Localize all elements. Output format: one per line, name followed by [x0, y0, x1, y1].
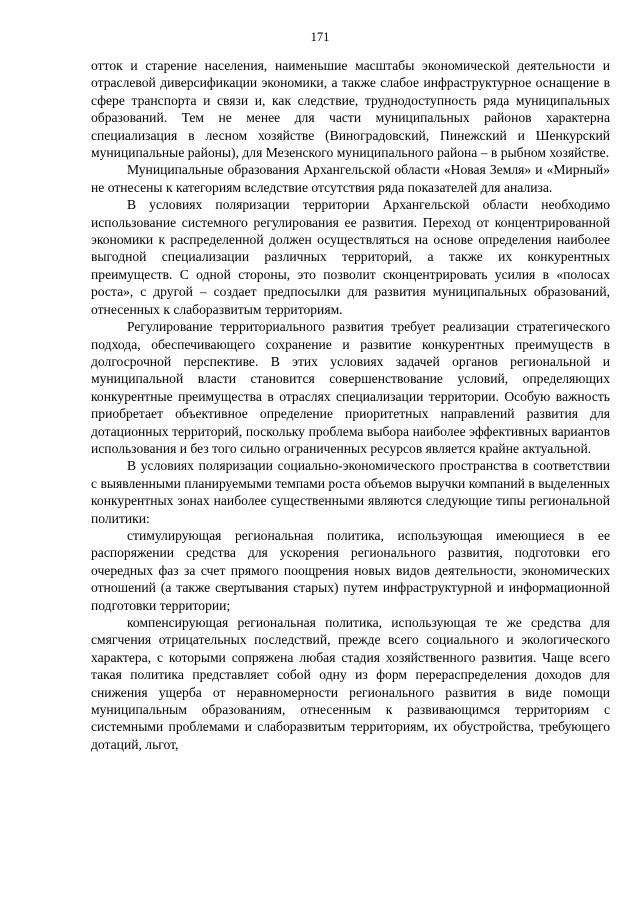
- paragraph-4: Регулирование территориального развития требует реализации стратегического подхода, обеспечивающего сохранение и развитие конкурентных преимуществ в долгосрочной перспективе. В этих условиях задачей органов региональной и муниципальной власти становится совершенствование условий, определяющих конкурентные преимущества в отраслях специализации территории. Особую важность приобретает объективное определение приоритетных направлений развития для дотационных территорий, поскольку проблема выбора наиболее эффективных вариантов использования и без того сильно ограниченных ресурсов является крайне актуальной.: [91, 319, 610, 456]
- paragraph-1: отток и старение населения, наименьшие масштабы экономической деятельности и отраслевой диверсификации экономики, а также слабое инфраструктурное оснащение в сфере транспорта и связи и, как следствие, труднодоступность ряда муниципальных образований. Тем не менее для части муниципальных районов характерна специализация в лесном хозяйстве (Виноградовский, Пинежский и Шенкурский муниципальные районы), для Мезенского муниципального района – в рыбном хозяйстве.: [91, 58, 610, 161]
- list-item-compensating-policy: компенсирующая региональная политика, использующая те же средства для смягчения отрицательных последствий, прежде всего социального и экологического характера, с которыми сопряжена любая стадия хозяйственного развития. Чаще всего такая политика представляет собой одну из форм перераспределения доходов для снижения ущерба от неравномерности регионального развития в виде помощи муниципальным образованиям, отнесенным к развивающимся территориям с системными проблемами и слаборазвитым территориям, их обустройства, требующего дотаций, льгот,: [91, 615, 610, 752]
- paragraph-3: В условиях поляризации территории Архангельской области необходимо использование системного регулирования ее развития. Переход от концентрированной экономики к распределенной должен осуществляться на основе определения наиболее выгодной специализации различных территорий, а также их конкурентных преимуществ. С одной стороны, это позволит сконцентрировать усилия в «полосах роста», с другой – создает предпосылки для развития муниципальных образований, отнесенных к слаборазвитым территориям.: [91, 197, 610, 317]
- paragraph-5: В условиях поляризации социально-экономического пространства в соответствии с выявленными планируемыми темпами роста объемов выручки компаний в выделенных конкурентных зонах наиболее существенными являются следующие типы региональной политики:: [91, 458, 610, 526]
- body-text: [91, 57, 610, 753]
- page-number: 171: [310, 30, 330, 44]
- list-item-stimulating-policy: стимулирующая региональная политика, использующая имеющиеся в ее распоряжении средства для ускорения регионального развития, подготовки его очередных фаз за счет прямого поощрения новых видов деятельности, экономических отношений (а также свертывания старых) путем инфраструктурной и информационной подготовки территории;: [91, 527, 610, 613]
- paragraph-2: Муниципальные образования Архангельской области «Новая Земля» и «Мирный» не отнесены к категориям вследствие отсутствия ряда показателей для анализа.: [91, 162, 610, 195]
